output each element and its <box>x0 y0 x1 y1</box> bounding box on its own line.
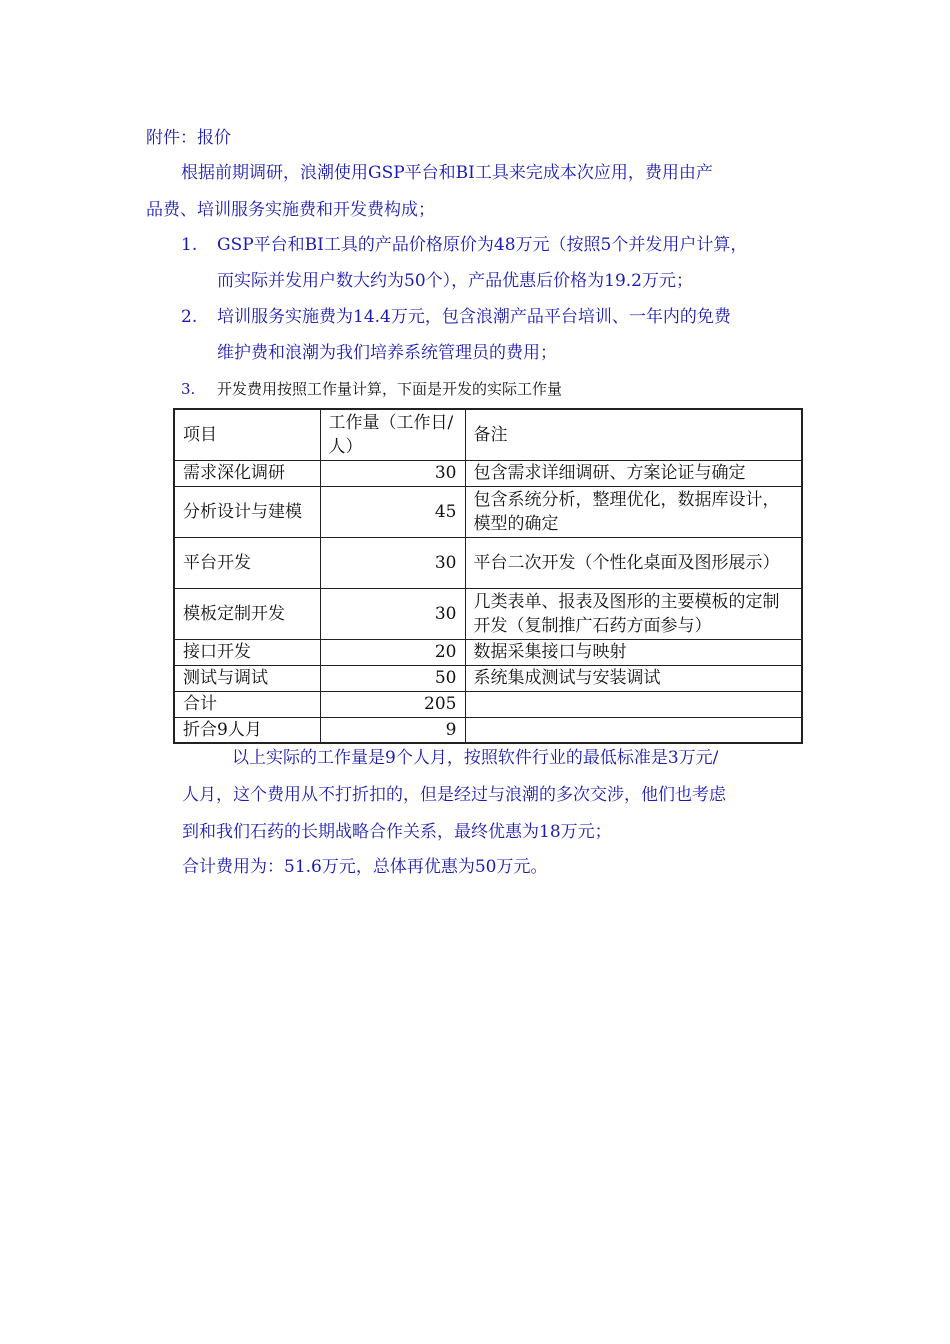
table-header-row <box>174 409 802 460</box>
row-item: 平台开发 <box>174 537 320 588</box>
row-days: 45 <box>320 486 465 537</box>
table-row <box>174 639 802 665</box>
table-row <box>174 460 802 486</box>
row-note: 几类表单、报表及图形的主要模板的定制开发（复制推广石药方面参与） <box>465 588 802 639</box>
intro-line-1: 根据前期调研，浪潮使用GSP平台和BI工具来完成本次应用，费用由产 <box>181 163 713 183</box>
intro-line-2: 品费、培训服务实施费和开发费构成； <box>146 200 435 220</box>
row-note <box>465 691 802 717</box>
item-3-line-1: 开发费用按照工作量计算，下面是开发的实际工作量 <box>217 380 563 398</box>
table-row <box>174 537 802 588</box>
heading: 附件：报价 <box>146 128 231 148</box>
row-note <box>465 717 802 743</box>
summary-line-2: 人月，这个费用从不打折扣的，但是经过与浪潮的多次交涉，他们也考虑 <box>182 785 726 805</box>
summary-line-4: 合计费用为：51.6万元，总体再优惠为50万元。 <box>182 857 548 877</box>
row-days: 205 <box>320 691 465 717</box>
table-row <box>174 486 802 537</box>
summary-line-3: 到和我们石药的长期战略合作关系，最终优惠为18万元； <box>182 822 612 842</box>
row-note: 数据采集接口与映射 <box>465 639 802 665</box>
item-1-line-1: GSP平台和BI工具的产品价格原价为48万元（按照5个并发用户计算， <box>217 235 748 255</box>
workload-table <box>173 408 803 744</box>
row-days: 30 <box>320 588 465 639</box>
table-row <box>174 588 802 639</box>
row-note: 平台二次开发（个性化桌面及图形展示） <box>465 537 802 588</box>
row-note: 系统集成测试与安装调试 <box>465 665 802 691</box>
row-note: 包含需求详细调研、方案论证与确定 <box>465 460 802 486</box>
table-row-person-months <box>174 717 802 743</box>
row-item: 分析设计与建模 <box>174 486 320 537</box>
item-1-number: 1. <box>181 235 198 255</box>
row-item: 合计 <box>174 691 320 717</box>
header-workload: 工作量（工作日/人） <box>320 409 465 460</box>
row-days: 30 <box>320 537 465 588</box>
summary-line-1: 以上实际的工作量是9个人月，按照软件行业的最低标准是3万元/ <box>232 748 719 768</box>
item-2-line-2: 维护费和浪潮为我们培养系统管理员的费用； <box>217 343 557 363</box>
row-days: 9 <box>320 717 465 743</box>
row-item: 需求深化调研 <box>174 460 320 486</box>
item-1-line-2: 而实际并发用户数大约为50个），产品优惠后价格为19.2万元； <box>217 271 693 291</box>
row-item: 折合9人月 <box>174 717 320 743</box>
row-item: 测试与调试 <box>174 665 320 691</box>
item-2-number: 2. <box>181 307 198 327</box>
row-item: 接口开发 <box>174 639 320 665</box>
row-days: 30 <box>320 460 465 486</box>
row-item: 模板定制开发 <box>174 588 320 639</box>
header-item: 项目 <box>174 409 320 460</box>
header-note: 备注 <box>465 409 802 460</box>
row-days: 50 <box>320 665 465 691</box>
table-row <box>174 665 802 691</box>
row-days: 20 <box>320 639 465 665</box>
row-note: 包含系统分析，整理优化，数据库设计，模型的确定 <box>465 486 802 537</box>
table-row-total <box>174 691 802 717</box>
item-2-line-1: 培训服务实施费为14.4万元，包含浪潮产品平台培训、一年内的免费 <box>217 307 731 327</box>
item-3-number: 3. <box>181 380 196 398</box>
